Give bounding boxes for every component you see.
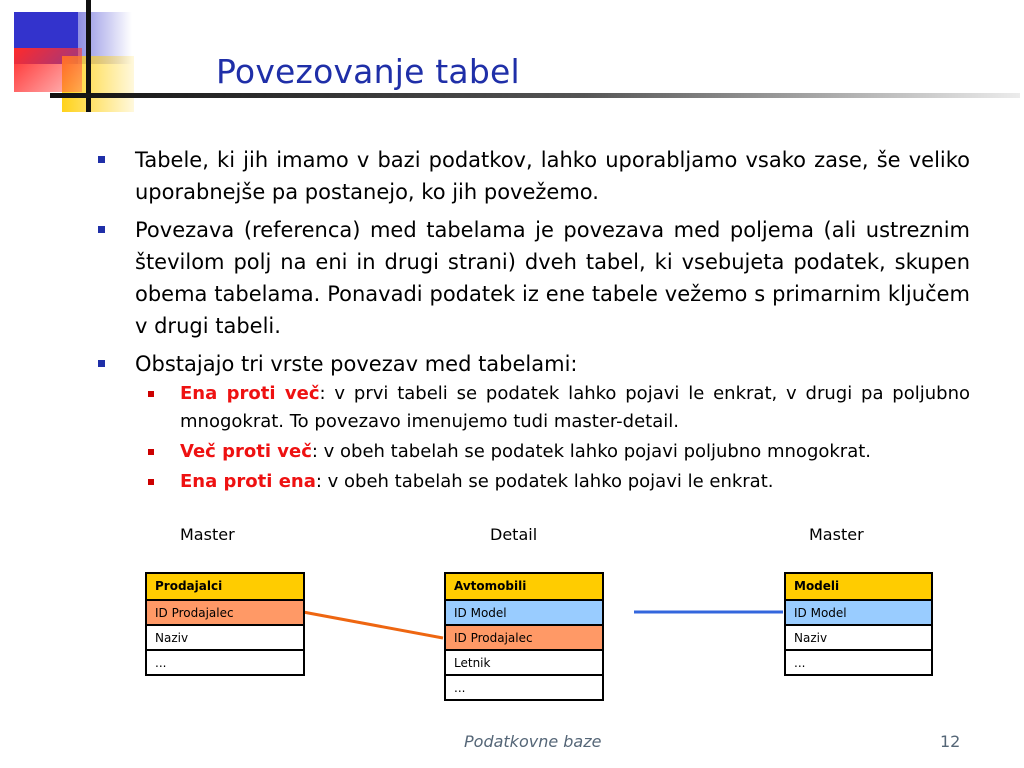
bullet-text: Tabele, ki jih imamo v bazi podatkov, lahko uporabljamo vsako zase, še veliko uporabnejše pa postanejo, ko jih povežemo. — [135, 148, 970, 204]
caption-detail: Detail — [490, 525, 538, 544]
footer-title: Podatkovne baze — [464, 732, 602, 751]
table-field: ID Model — [786, 599, 931, 624]
relation-type-description: : v prvi tabeli se podatek lahko pojavi le enkrat, v drugi pa poljubno mnogokrat. To povezavo imenujemo tudi master-detail. — [180, 383, 970, 432]
relation-type-term: Ena proti ena — [180, 471, 316, 492]
relation-type-description: : v obeh tabelah se podatek lahko pojavi poljubno mnogokrat. — [311, 441, 872, 462]
page-number: 12 — [940, 732, 961, 751]
table-field: Naziv — [147, 624, 303, 649]
table-header: Avtomobili — [446, 574, 602, 599]
table-field: Naziv — [786, 624, 931, 649]
slide-title: Povezovanje tabel — [216, 52, 520, 91]
table-field: ID Model — [446, 599, 602, 624]
relation-type-term: Več proti več — [180, 441, 312, 462]
table-header: Prodajalci — [147, 574, 303, 599]
table-field: ... — [446, 674, 602, 699]
table-field: ID Prodajalec — [147, 599, 303, 624]
table-field: ... — [147, 649, 303, 674]
table-field: ID Prodajalec — [446, 624, 602, 649]
table-prodajalci — [145, 572, 305, 676]
table-avtomobili — [444, 572, 604, 701]
relation-type-term: Ena proti več — [180, 383, 320, 404]
table-modeli — [784, 572, 933, 676]
table-header: Modeli — [786, 574, 931, 599]
caption-master-left: Master — [180, 525, 235, 544]
bullet-text: Povezava (referenca) med tabelama je povezava med poljema (ali ustreznim številom polj na eni in drugi strani) dveh tabel, ki vsebujeta podatek, skupen obema tabelama. Ponavadi podatek iz ene tabele vežemo s primarnim ključem v drugi tabeli. — [135, 218, 970, 338]
bullet-text: Obstajajo tri vrste povezav med tabelami: — [135, 352, 578, 376]
table-field: ... — [786, 649, 931, 674]
relation-line-prodajalec — [303, 612, 443, 638]
caption-master-right: Master — [809, 525, 864, 544]
table-field: Letnik — [446, 649, 602, 674]
relation-type-description: : v obeh tabelah se podatek lahko pojavi le enkrat. — [315, 471, 774, 492]
